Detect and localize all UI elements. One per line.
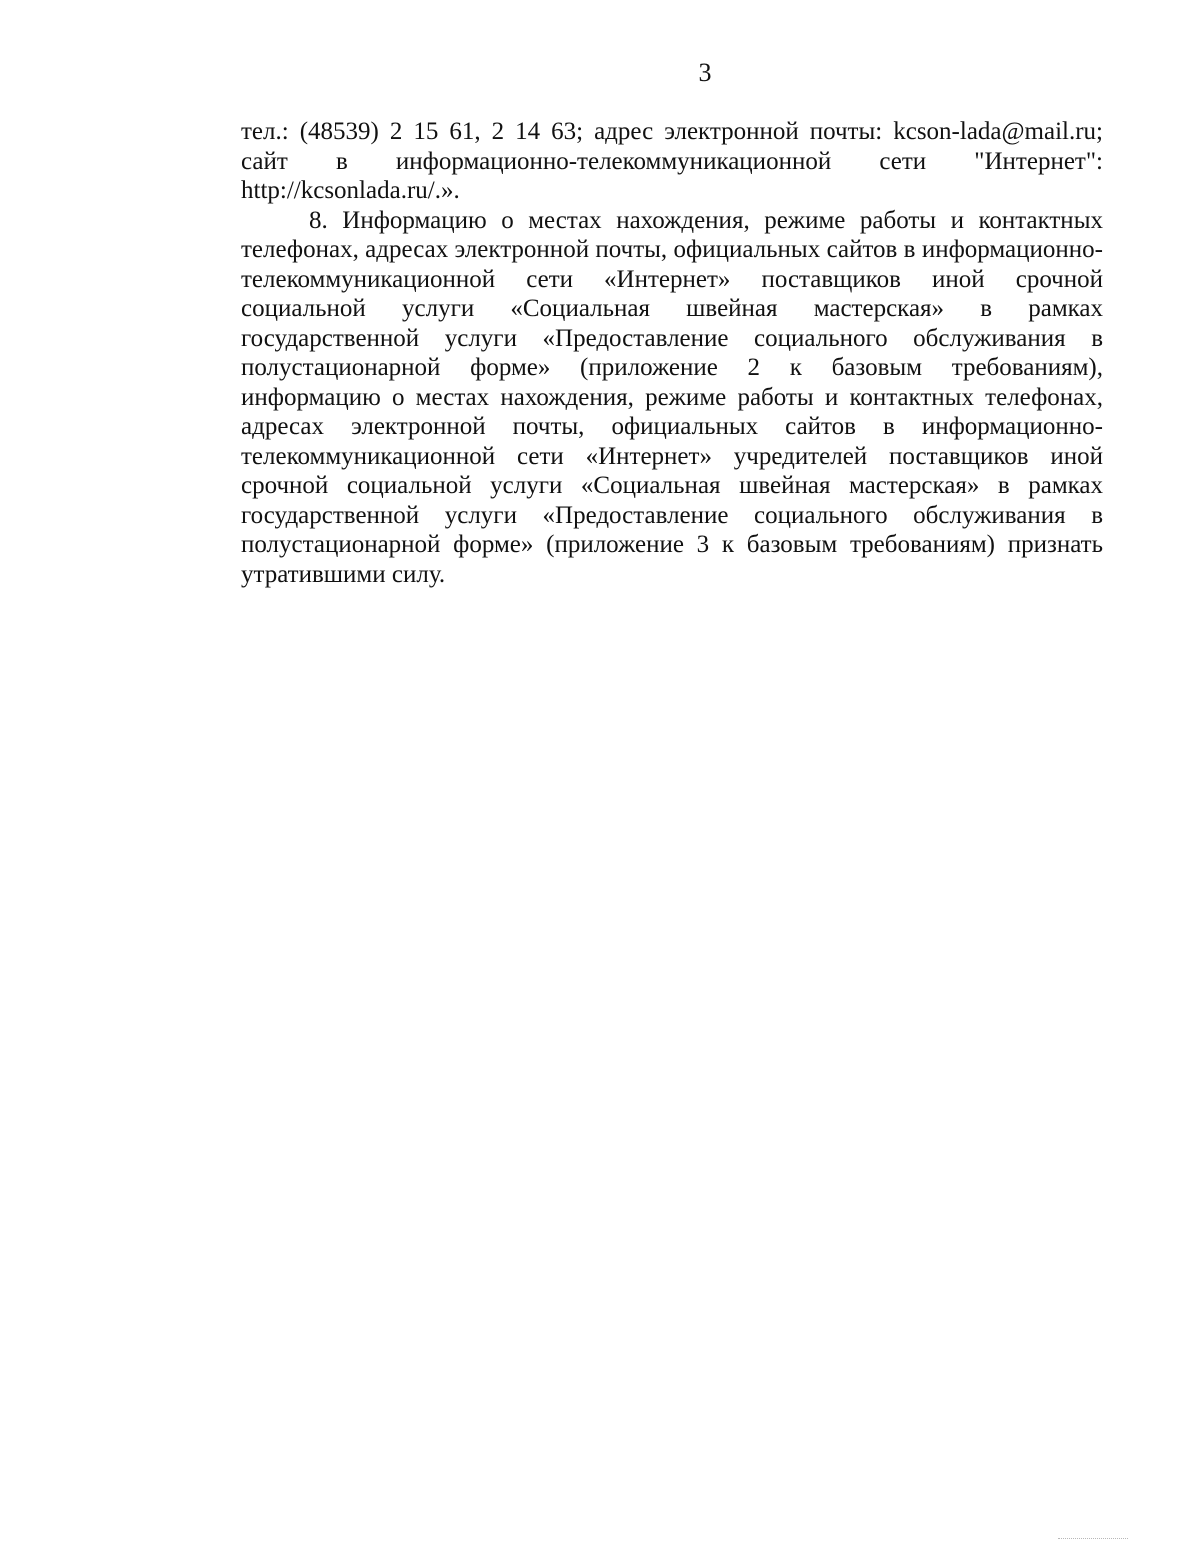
paragraph-item-8: 8. Информацию о местах нахождения, режиме работы и контактных телефонах, адресах электронной почты, официальных сайтов в информационно-телекоммуникационной сети «Интернет» поставщиков иной срочной социальной услуги «Социальная швейная мастерская» в рамках государственной услуги «Предоставление социального обслуживания в полустационарной форме» (приложение 2 к базовым требованиям), информацию о местах нахождения, режиме работы и контактных телефонах, адресах электронной почты, официальных сайтов в информационно-телекоммуникационной сети «Интернет» учредителей поставщиков иной срочной социальной услуги «Социальная швейная мастерская» в рамках государственной услуги «Предоставление социального обслуживания в полустационарной форме» (приложение 3 к базовым требованиям) признать утратившими силу. bbox=[241, 206, 1103, 588]
page-number: 3 bbox=[698, 58, 712, 87]
scan-artifact bbox=[1058, 1538, 1128, 1539]
document-body bbox=[241, 117, 1103, 589]
paragraph-contact-continuation: тел.: (48539) 2 15 61, 2 14 63; адрес электронной почты: kcson-lada@mail.ru; сайт в информационно-телекоммуникационной сети "Интернет": http://kcsonlada.ru/.». bbox=[241, 118, 1103, 204]
